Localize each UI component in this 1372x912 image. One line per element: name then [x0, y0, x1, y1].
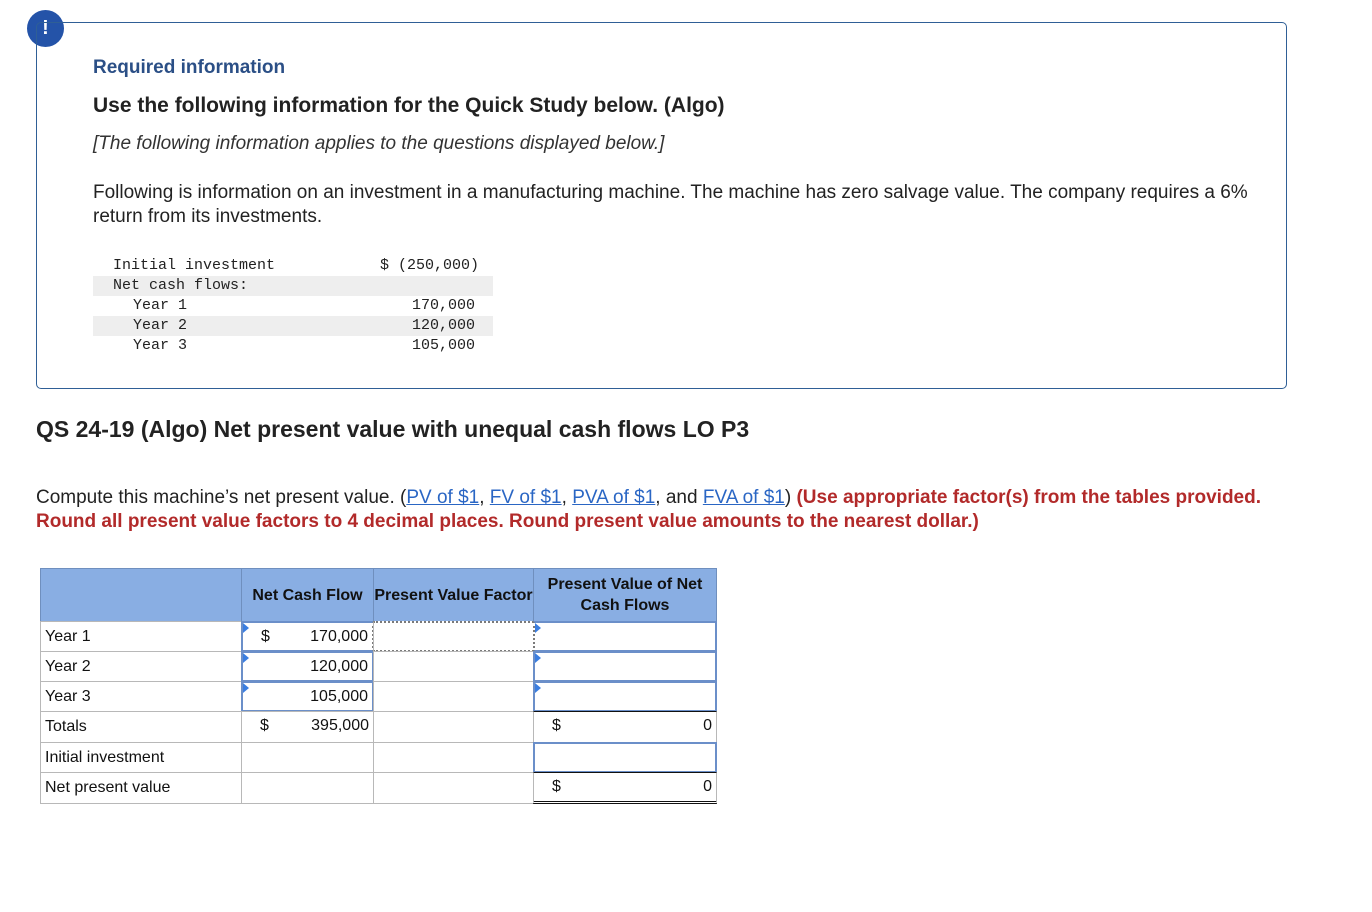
initial-investment-input[interactable]: [533, 742, 717, 773]
required-information-title: Required information: [93, 57, 286, 78]
npv-cell: [533, 772, 717, 804]
info-label: Initial investment: [113, 257, 276, 274]
fv-table-link[interactable]: FV of $1: [489, 487, 562, 508]
info-value: $ (250,000): [379, 257, 479, 274]
total-pv-cell: [533, 711, 717, 743]
net-cash-flow-year-1[interactable]: [241, 621, 374, 652]
net-cash-flow-year-3[interactable]: [241, 681, 374, 712]
info-row-year-2: [93, 316, 493, 336]
alert-icon: !: [27, 10, 64, 47]
npv-value: 0: [703, 778, 712, 795]
pv-factor-year-2-input[interactable]: [373, 651, 534, 682]
row-label-year-1: Year 1: [40, 621, 242, 652]
currency-symbol: $: [260, 717, 269, 734]
flag-icon: [243, 653, 249, 663]
row-label-year-3: Year 3: [40, 681, 242, 712]
header-pv-factor: Present Value Factor: [373, 568, 534, 622]
blank-cell: [373, 742, 534, 773]
net-cash-flow-year-2[interactable]: [241, 651, 374, 682]
header-net-cash-flow: Net Cash Flow: [241, 568, 374, 622]
total-pv-value: 0: [703, 717, 712, 734]
applies-note: [The following information applies to the questions displayed below.]: [93, 133, 665, 154]
info-row-year-1: [93, 296, 493, 316]
link-separator: ,: [479, 487, 490, 508]
currency-symbol: $: [552, 717, 561, 734]
row-label-net-present-value: Net present value: [40, 772, 242, 804]
rounding-instruction: (Use appropriate factor(s) from the tables provided. Round all present value factors to 4 decimal places. Round present value amounts to the nearest dollar.): [36, 487, 1262, 532]
total-cash-flow-value: 395,000: [311, 717, 369, 734]
investment-info-table: [93, 256, 493, 356]
info-row-net-cash-flows: [93, 276, 493, 296]
pv-amount-year-2-input[interactable]: [533, 651, 717, 682]
header-pv-net-cash-flows: Present Value of Net Cash Flows: [533, 568, 717, 622]
row-label-totals: Totals: [40, 711, 242, 743]
pv-table-link[interactable]: PV of $1: [406, 487, 480, 508]
row-label-year-2: Year 2: [40, 651, 242, 682]
info-value: 170,000: [411, 297, 475, 314]
total-net-cash-flow: [241, 711, 374, 743]
info-row-initial-investment: [93, 256, 493, 276]
pv-amount-year-1-input[interactable]: [533, 621, 717, 652]
blank-cell: [373, 772, 534, 804]
link-separator: , and: [655, 487, 703, 508]
link-separator: ,: [561, 487, 573, 508]
intro-paragraph: Following is information on an investment in a manufacturing machine. The machine has zero salvage value. The company requires a 6% return from its investments.: [93, 182, 1248, 227]
fva-table-link[interactable]: FVA of $1: [702, 487, 785, 508]
flag-icon: [535, 653, 541, 663]
info-label: Year 1: [133, 297, 188, 314]
currency-symbol: $: [261, 628, 270, 645]
pv-factor-year-1-input[interactable]: [373, 621, 534, 652]
header-blank: [40, 568, 242, 622]
cash-flow-value: 120,000: [310, 658, 368, 675]
question-prefix: Compute this machine’s net present value. (: [36, 487, 407, 508]
pva-table-link[interactable]: PVA of $1: [572, 487, 656, 508]
blank-cell: [241, 772, 374, 804]
info-label: Year 2: [133, 317, 188, 334]
flag-icon: [243, 623, 249, 633]
row-label-initial-investment: Initial investment: [40, 742, 242, 773]
question-text: [36, 486, 1296, 534]
currency-symbol: $: [552, 778, 561, 795]
info-label: Year 3: [133, 337, 188, 354]
cash-flow-value: 105,000: [310, 688, 368, 705]
flag-icon: [535, 683, 541, 693]
flag-icon: [243, 683, 249, 693]
blank-cell: [373, 711, 534, 743]
cash-flow-value: 170,000: [310, 628, 368, 645]
info-value: 120,000: [411, 317, 475, 334]
info-value: 105,000: [411, 337, 475, 354]
pv-amount-year-3-input[interactable]: [533, 681, 717, 712]
info-row-year-3: [93, 336, 493, 356]
info-label: Net cash flows:: [113, 277, 249, 294]
quick-study-heading: Use the following information for the Quick Study below. (Algo): [93, 94, 725, 117]
question-title: QS 24-19 (Algo) Net present value with unequal cash flows LO P3: [36, 416, 750, 442]
blank-cell: [241, 742, 374, 773]
flag-icon: [535, 623, 541, 633]
question-suffix: ): [784, 487, 797, 508]
pv-factor-year-3-input[interactable]: [373, 681, 534, 712]
